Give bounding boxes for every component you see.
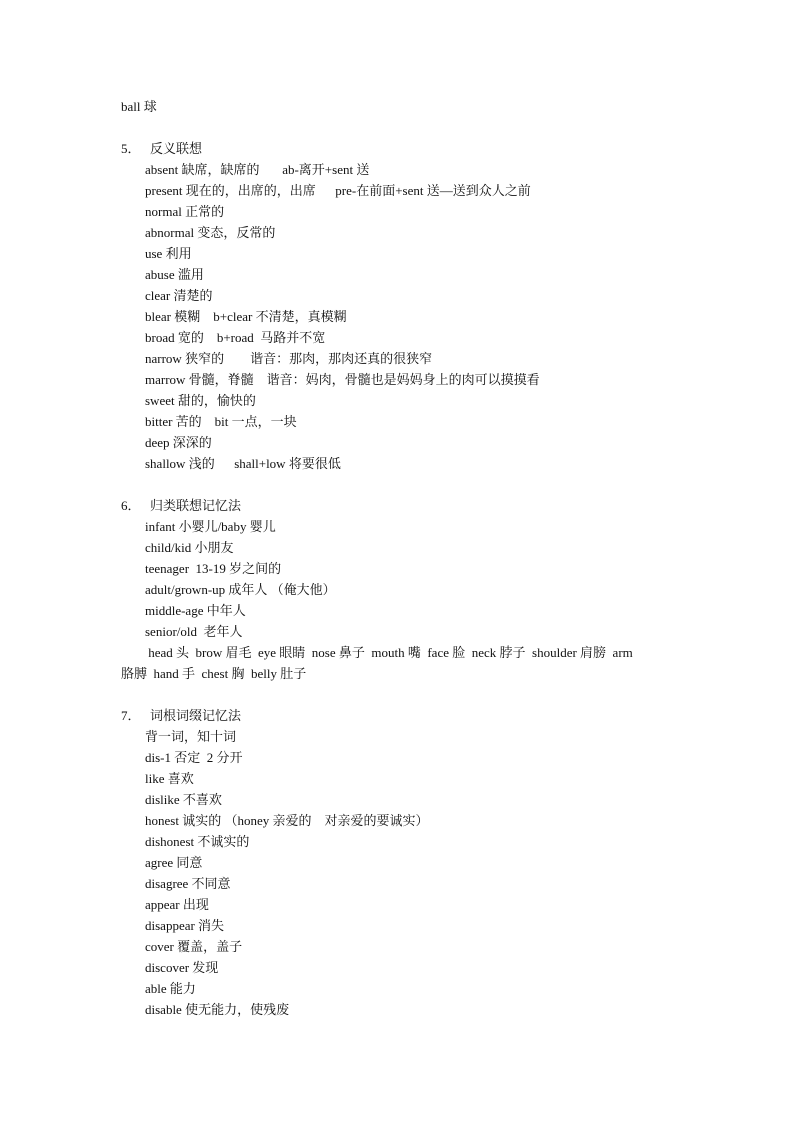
vocab-line: bitter 苦的 bit 一点，一块: [145, 414, 297, 429]
section-number: 6．: [121, 498, 141, 513]
vocab-line: honest 诚实的 （honey 亲爱的 对亲爱的要诚实）: [145, 813, 429, 828]
vocab-line: sweet 甜的，愉快的: [145, 393, 256, 408]
vocab-line: clear 清楚的: [145, 288, 213, 303]
vocab-line: disappear 消失: [145, 918, 225, 933]
vocab-line: 背一词，知十词: [145, 729, 237, 744]
vocab-line: use 利用: [145, 246, 192, 261]
section-heading: [121, 708, 241, 724]
vocab-line: broad 宽的 b+road 马路并不宽: [145, 330, 326, 345]
vocab-line: normal 正常的: [145, 204, 225, 219]
body-parts-line: 胳膊 hand 手 chest 胸 belly 肚子: [121, 666, 307, 681]
vocab-line: abuse 滥用: [145, 267, 204, 282]
vocab-line: disagree 不同意: [145, 876, 231, 891]
intro-line: ball 球: [121, 99, 157, 114]
vocab-line: senior/old 老年人: [145, 624, 243, 639]
vocab-line: like 喜欢: [145, 771, 194, 786]
vocab-line: dishonest 不诚实的: [145, 834, 250, 849]
vocab-line: present 现在的，出席的，出席 pre-在前面+sent 送—送到众人之前: [145, 183, 531, 198]
vocab-line: teenager 13-19 岁之间的: [145, 561, 282, 576]
vocab-line: agree 同意: [145, 855, 203, 870]
vocab-line: middle-age 中年人: [145, 603, 246, 618]
vocab-line: dislike 不喜欢: [145, 792, 222, 807]
section-title: 反义联想: [150, 141, 203, 156]
vocab-line: absent 缺席，缺席的 ab-离开+sent 送: [145, 162, 370, 177]
section-heading: [121, 141, 202, 157]
section-title: 词根词缀记忆法: [150, 708, 242, 723]
vocab-line: abnormal 变态，反常的: [145, 225, 276, 240]
body-parts-line: head 头 brow 眉毛 eye 眼睛 nose 鼻子 mouth 嘴 face 脸 neck 脖子 shoulder 肩膀 arm: [145, 645, 633, 660]
vocab-line: dis-1 否定 2 分开: [145, 750, 243, 765]
section-title: 归类联想记忆法: [150, 498, 242, 513]
section-number: 7．: [121, 708, 141, 723]
vocab-line: able 能力: [145, 981, 196, 996]
vocab-line: appear 出现: [145, 897, 209, 912]
vocab-line: child/kid 小朋友: [145, 540, 234, 555]
section-heading: [121, 498, 241, 514]
vocab-line: disable 使无能力，使残废: [145, 1002, 290, 1017]
vocab-line: infant 小婴儿/baby 婴儿: [145, 519, 276, 534]
vocab-line: shallow 浅的 shall+low 将要很低: [145, 456, 341, 471]
vocab-line: marrow 骨髓，脊髓 谐音：妈肉，骨髓也是妈妈身上的肉可以摸摸看: [145, 372, 540, 387]
section-number: 5．: [121, 141, 141, 156]
vocab-line: cover 覆盖，盖子: [145, 939, 243, 954]
vocab-line: discover 发现: [145, 960, 219, 975]
vocab-line: blear 模糊 b+clear 不清楚，真模糊: [145, 309, 347, 324]
vocab-line: deep 深深的: [145, 435, 212, 450]
vocab-line: adult/grown-up 成年人 （俺大他）: [145, 582, 336, 597]
vocab-line: narrow 狭窄的 谐音：那肉，那肉还真的很狭窄: [145, 351, 433, 366]
